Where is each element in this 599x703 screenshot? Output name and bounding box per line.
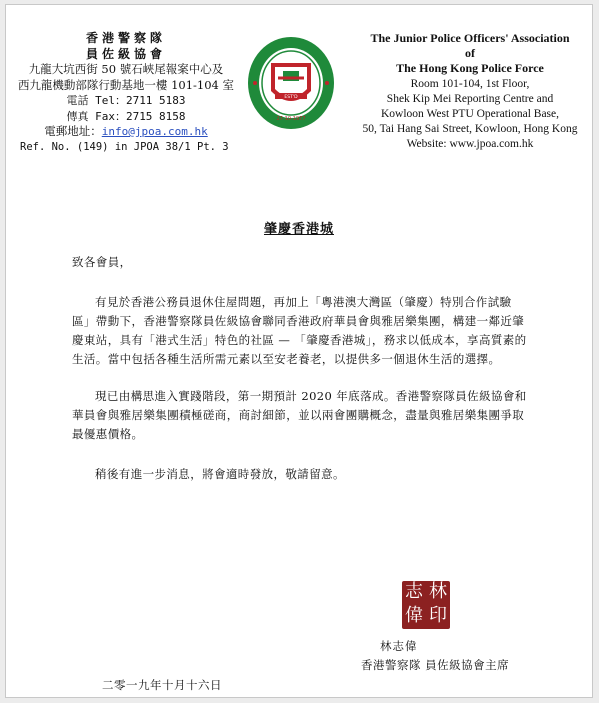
email-label: 電郵地址： xyxy=(44,124,102,138)
org-name-en-line1: The Junior Police Officers' Association xyxy=(370,31,570,45)
address-en-line4: 50, Tai Hang Sai Street, Kowloon, Hong Kong xyxy=(362,123,578,136)
emblem-banner: EST'D xyxy=(284,95,298,100)
seal-char-2: 林 xyxy=(429,581,447,602)
address-zh-line1: 九龍大坑西街 50 號石峽尾報案中心及 xyxy=(28,62,224,76)
email-line xyxy=(6,124,246,140)
reference-number: Ref. No. (149) in JPOA 38/1 Pt. 3 xyxy=(20,140,229,153)
letter-title-wrap xyxy=(6,218,592,237)
jpoa-emblem-icon xyxy=(245,33,337,133)
org-name-en-line2: of xyxy=(465,46,475,61)
signatory-name: 林志偉 xyxy=(380,639,418,653)
seal-char-4: 印 xyxy=(429,605,447,626)
letter-title: 肇慶香港城 xyxy=(263,222,334,237)
phone-number: 電話 Tel：2711 5183 xyxy=(66,94,186,107)
signatory-title: 香港警察隊 員佐級協會主席 xyxy=(361,658,510,672)
org-name-en-line3: The Hong Kong Police Force xyxy=(396,61,544,76)
letter-date: 二零一九年十月十六日 xyxy=(102,678,222,692)
paragraph-1: 有見於香港公務員退休住屋問題，再加上「粵港澳大灣區（肇慶）特別合作試驗區」帶動下，香港警察隊員佐級協會聯同香港政府華員會與雅居樂集團，構建一鄰近肇慶東站，具有「港式生活」特色的社區 — 「肇慶香港城」，務求以低成本，享高質素的生活。當中包括各種生活所需元素以至安老養老，以提供多一個退休生活的選擇。 xyxy=(72,295,527,366)
org-name-zh-line2: 員佐級協會 xyxy=(85,46,166,61)
signature-seal xyxy=(402,581,450,629)
greeting: 致各會員， xyxy=(72,255,132,269)
letter-page xyxy=(5,4,593,698)
seal-char-1: 志 xyxy=(405,581,423,602)
website: Website: www.jpoa.com.hk xyxy=(406,138,534,151)
emblem-year: 27-10-1977 xyxy=(276,116,306,122)
address-en-line2: Shek Kip Mei Reporting Centre and xyxy=(386,92,554,105)
address-en-line3: Kowloon West PTU Operational Base, xyxy=(380,108,560,121)
paragraph-3: 稍後有進一步消息，將會適時發放，敬請留意。 xyxy=(95,467,345,481)
letterhead-english xyxy=(346,31,594,153)
address-en-room: Room 101-104, 1st Floor, xyxy=(410,77,530,90)
email-link[interactable]: info@jpoa.com.hk xyxy=(101,125,208,138)
letterhead-chinese xyxy=(6,31,246,155)
paragraph-2: 現已由構思進入實踐階段，第一期預計 2020 年底落成。香港警察隊員佐級協會和華員會與雅居樂集團積極磋商，商討細節，並以兩會團購概念，盡量與雅居樂集團爭取最優惠價格。 xyxy=(72,389,527,441)
seal-char-3: 偉 xyxy=(405,605,423,626)
fax-number: 傳真 Fax：2715 8158 xyxy=(66,109,186,123)
address-zh-line2: 西九龍機動部隊行動基地一樓 101-104 室 xyxy=(17,77,235,92)
org-name-zh-line1: 香港警察隊 xyxy=(85,31,166,45)
